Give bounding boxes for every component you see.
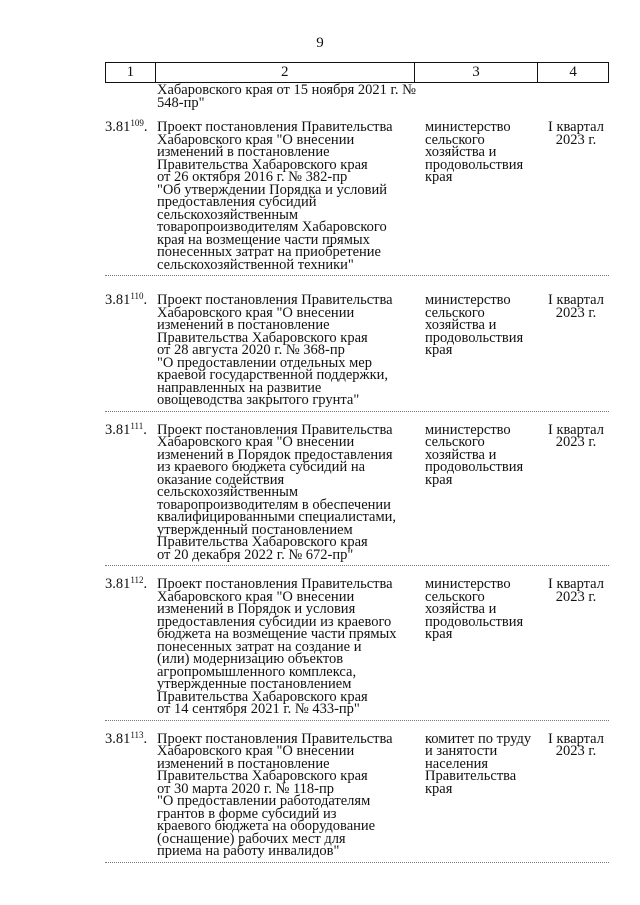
row-title-line: Хабаровского края "О внесении (157, 743, 355, 759)
row-responsible-line: края (425, 169, 453, 185)
row-responsible (419, 421, 543, 562)
row-title-line: края на возмещение части прямых (157, 231, 370, 248)
row-title-line: от 30 марта 2020 г. № 118-пр (157, 780, 334, 797)
row-title-line: Правительства Хабаровского края (157, 534, 368, 550)
row-term-line: I квартал (548, 119, 604, 135)
row-title-line: Проект постановления Правительства (157, 421, 393, 438)
row-title-line: предоставления субсидии из краевого (157, 613, 392, 630)
table-row (105, 566, 609, 721)
row-title-line: бюджета на возмещение части прямых (157, 626, 397, 642)
row-number (105, 420, 157, 562)
row-title-line: приема на работу инвалидов" (157, 843, 340, 859)
row-responsible-line: министерство (425, 576, 511, 592)
row-title (157, 294, 419, 407)
row-number-main: 3.81 (105, 730, 131, 747)
page-number: 9 (316, 35, 324, 51)
row-number-superscript: 111 (130, 420, 144, 431)
row-number-superscript: 110 (130, 291, 144, 301)
row-responsible-line: хозяйства и (425, 446, 497, 463)
row-responsible-line: продовольствия (425, 459, 524, 475)
row-title-line: изменений в постановление (157, 755, 330, 772)
row-responsible-line: края (425, 780, 453, 797)
row-responsible-line: сельского (425, 131, 485, 148)
row-title-line: из краевого бюджета субсидий на (157, 459, 366, 475)
row-term-line: 2023 г. (555, 131, 597, 148)
row-term-line: 2023 г. (555, 304, 597, 321)
row-responsible-line: комитет по труду (425, 730, 532, 747)
row-title-line: от 28 августа 2020 г. № 368-пр (157, 342, 345, 358)
row-responsible-line: сельского (425, 434, 485, 450)
row-title-line: Проект постановления Правительства (157, 576, 393, 592)
row-responsible-line: края (425, 626, 453, 642)
row-number-superscript: 109 (130, 118, 144, 128)
row-title-line: понесенных затрат на создание и (157, 638, 362, 655)
row-title-line: овощеводства закрытого грунта" (157, 392, 360, 408)
header-col-1: 1 (106, 63, 156, 82)
table-row (105, 109, 609, 276)
row-title-line: краевой государственной поддержки, (157, 367, 388, 383)
row-responsible-line: края (425, 471, 453, 488)
row-number-superscript: 113 (130, 729, 144, 740)
row-term-line: I квартал (548, 576, 604, 592)
row-responsible-line: и занятости (425, 743, 498, 759)
row-title-line: от 14 сентября 2021 г. № 433-пр" (157, 701, 360, 717)
row-term-line: I квартал (548, 292, 604, 308)
row-number-suffix: . (143, 292, 148, 308)
row-number-main: 3.81 (105, 292, 131, 308)
row-title-line: краевого бюджета на оборудование (157, 818, 376, 834)
row-title-line: (оснащение) рабочих мест для (157, 830, 346, 847)
row-title (157, 121, 419, 271)
row-title-line: Проект постановления Правительства (157, 292, 393, 308)
row-title-line: Хабаровского края "О внесении (157, 131, 355, 148)
table-row (105, 412, 609, 567)
table-body (105, 109, 609, 863)
row-number-superscript: 112 (130, 575, 144, 585)
row-title-line: оказание содействия (157, 471, 285, 488)
row-responsible-line: Правительства (425, 768, 517, 784)
row-number-main: 3.81 (105, 576, 131, 592)
row-responsible-line: хозяйства и (425, 601, 497, 617)
row-title-line: сельскохозяйственной техники" (157, 256, 354, 273)
row-responsible-line: продовольствия (425, 613, 524, 630)
row-title-line: сельскохозяйственным (157, 484, 299, 500)
row-title-line: утвержденный постановлением (157, 521, 353, 538)
row-responsible-line: населения (425, 755, 489, 772)
row-title-line: "Об утверждении Порядка и условий (157, 181, 387, 198)
continuation-line: Хабаровского края от 15 ноября 2021 г. (157, 82, 399, 98)
row-title-line: Правительства Хабаровского края (157, 156, 368, 173)
row-responsible (419, 121, 543, 271)
row-title (157, 578, 419, 716)
row-number-suffix: . (143, 421, 147, 438)
row-title-line: изменений в Порядок предоставления (157, 446, 393, 463)
row-term (543, 578, 609, 716)
row-title-line: направленных на развитие (157, 379, 322, 396)
row-title-line: Хабаровского края "О внесении (157, 588, 355, 605)
row-number (105, 291, 157, 407)
row-title-line: Правительства Хабаровского края (157, 768, 368, 784)
row-responsible-line: продовольствия (425, 329, 524, 346)
row-title-line: изменений в Порядок и условия (157, 601, 356, 617)
row-responsible (419, 730, 543, 858)
header-col-3: 3 (415, 63, 539, 82)
row-title-line: изменений в постановление (157, 317, 330, 333)
row-responsible-line: министерство (425, 119, 511, 135)
row-responsible-line: хозяйства и (425, 144, 497, 160)
row-title-line: товаропроизводителям в обеспечении (157, 496, 391, 513)
row-title-line: Правительства Хабаровского края (157, 329, 368, 346)
row-number-suffix: . (143, 119, 148, 135)
row-title (157, 730, 419, 859)
row-title-line: Хабаровского края "О внесении (157, 434, 355, 450)
row-title-line: "О предоставлении отдельных мер (157, 354, 372, 371)
row-title-line: товаропроизводителям Хабаровского (157, 219, 387, 235)
row-responsible-line: сельского (425, 304, 485, 321)
row-number (105, 118, 157, 271)
continuation-line: № 548-пр" (157, 82, 416, 111)
row-title-line: от 20 декабря 2022 г. № 672-пр" (157, 546, 354, 563)
row-term (543, 421, 609, 562)
table-row (105, 276, 609, 412)
row-responsible-line: министерство (425, 292, 511, 308)
row-number-main: 3.81 (105, 421, 131, 438)
row-title-line: (или) модернизацию объектов (157, 651, 344, 667)
row-term-line: 2023 г. (555, 743, 597, 759)
row-title-line: Проект постановления Правительства (157, 119, 393, 135)
row-responsible (419, 294, 543, 407)
row-term (543, 294, 609, 407)
row-number (105, 575, 157, 716)
row-term (543, 121, 609, 271)
row-title-line: Проект постановления Правительства (157, 730, 393, 747)
row-title-line: утвержденные постановлением (157, 676, 352, 692)
row-title-line: грантов в форме субсидий из (157, 805, 337, 822)
row-term-line: 2023 г. (555, 588, 597, 605)
row-responsible-line: края (425, 342, 453, 358)
row-title-line: изменений в постановление (157, 144, 330, 160)
row-term (543, 730, 609, 858)
header-col-4: 4 (569, 64, 577, 80)
row-title-line: Хабаровского края "О внесении (157, 304, 355, 321)
row-title-line: агропромышленного комплекса, (157, 663, 357, 680)
row-title-line: "О предоставлении работодателям (157, 793, 371, 809)
row-number-suffix: . (143, 576, 148, 592)
row-term-line: 2023 г. (555, 434, 597, 450)
row-title-line: сельскохозяйственным (157, 206, 299, 223)
row-term-line: I квартал (548, 730, 604, 747)
row-title-line: Правительства Хабаровского края (157, 688, 368, 705)
continuation-text (157, 83, 419, 109)
table-header (105, 62, 609, 83)
row-responsible (419, 578, 543, 716)
plan-table (105, 62, 609, 863)
row-responsible-line: сельского (425, 588, 485, 605)
row-title-line: квалифицированными специалистами, (157, 509, 397, 525)
row-term-line: I квартал (548, 421, 604, 438)
row-responsible-line: хозяйства и (425, 317, 497, 333)
row-number-main: 3.81 (105, 119, 131, 135)
row-title (157, 421, 419, 563)
row-responsible-line: продовольствия (425, 156, 524, 173)
row-responsible-line: министерство (425, 421, 511, 438)
row-title-line: понесенных затрат на приобретение (157, 244, 381, 260)
row-number-suffix: . (143, 730, 148, 747)
table-row (105, 721, 609, 863)
header-col-2: 2 (156, 63, 415, 82)
row-number (105, 729, 157, 858)
row-title-line: предоставления субсидий (157, 194, 317, 210)
row-title-line: от 26 октября 2016 г. № 382-пр (157, 169, 348, 185)
